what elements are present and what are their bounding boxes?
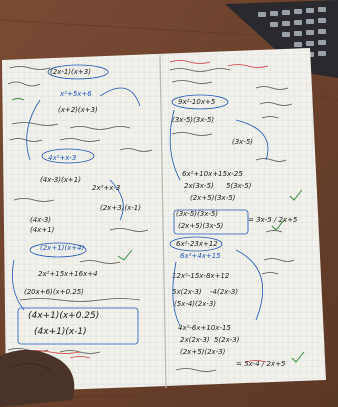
right-line: = 3x-5 / 2x+5 <box>248 216 298 224</box>
left-line: (2x-1)(x+3) <box>50 68 91 76</box>
left-line: (4x+1) <box>30 226 55 234</box>
right-line: = 5x-4 / 2x+5 <box>236 360 286 368</box>
left-line: (x+2)(x+3) <box>58 106 98 114</box>
right-line: (2x+5)(3x-5) <box>190 194 236 202</box>
left-line: (20x+6)(x+0.25) <box>24 288 84 296</box>
right-line: (2x+5)(2x-3) <box>180 348 226 356</box>
left-line: (4x+1)(x-1) <box>34 327 87 337</box>
left-line: (4x-3) <box>30 216 52 224</box>
right-line: (5x-4)(2x-3) <box>174 300 217 308</box>
right-line: 5(3x-5) <box>226 182 252 190</box>
right-line: (3x-5) <box>232 138 254 146</box>
right-line: -4(2x-3) <box>210 288 239 296</box>
right-line: 6x²-23x+12 <box>176 240 218 248</box>
right-line: 9x²-10x+5 <box>178 98 216 106</box>
left-line: x²+5x+6 <box>60 90 92 98</box>
left-line: 2x²+x-3 <box>92 184 121 192</box>
left-line: (2x+3)(x-1) <box>100 204 141 212</box>
left-line: 2x²+15x+16x+4 <box>38 270 98 278</box>
left-line: (2x+1)(x+4) <box>40 244 85 252</box>
right-line: 4x²-6x+10x-15 <box>178 324 231 332</box>
left-line: (4x+1)(x+0.25) <box>28 311 100 321</box>
right-line: 6x²+4x+15 <box>180 252 221 260</box>
right-line: 2x(3x-5) <box>184 182 214 190</box>
right-line: (3x-5)(3x-5) <box>176 210 219 218</box>
right-line: (2x+5)(3x-5) <box>178 222 224 230</box>
left-line: (4x-3)(x+1) <box>40 176 81 184</box>
right-line: 2x(2x-3) <box>180 336 210 344</box>
right-line: 5(2x-3) <box>214 336 240 344</box>
right-line: 5x(2x-3) <box>172 288 202 296</box>
right-line: 12x²-15x-8x+12 <box>172 272 230 280</box>
right-line: 6x²+10x+15x-25 <box>182 170 243 178</box>
left-line: 4x²+x-3 <box>48 154 77 162</box>
right-line: (3x-5)(3x-5) <box>172 116 215 124</box>
